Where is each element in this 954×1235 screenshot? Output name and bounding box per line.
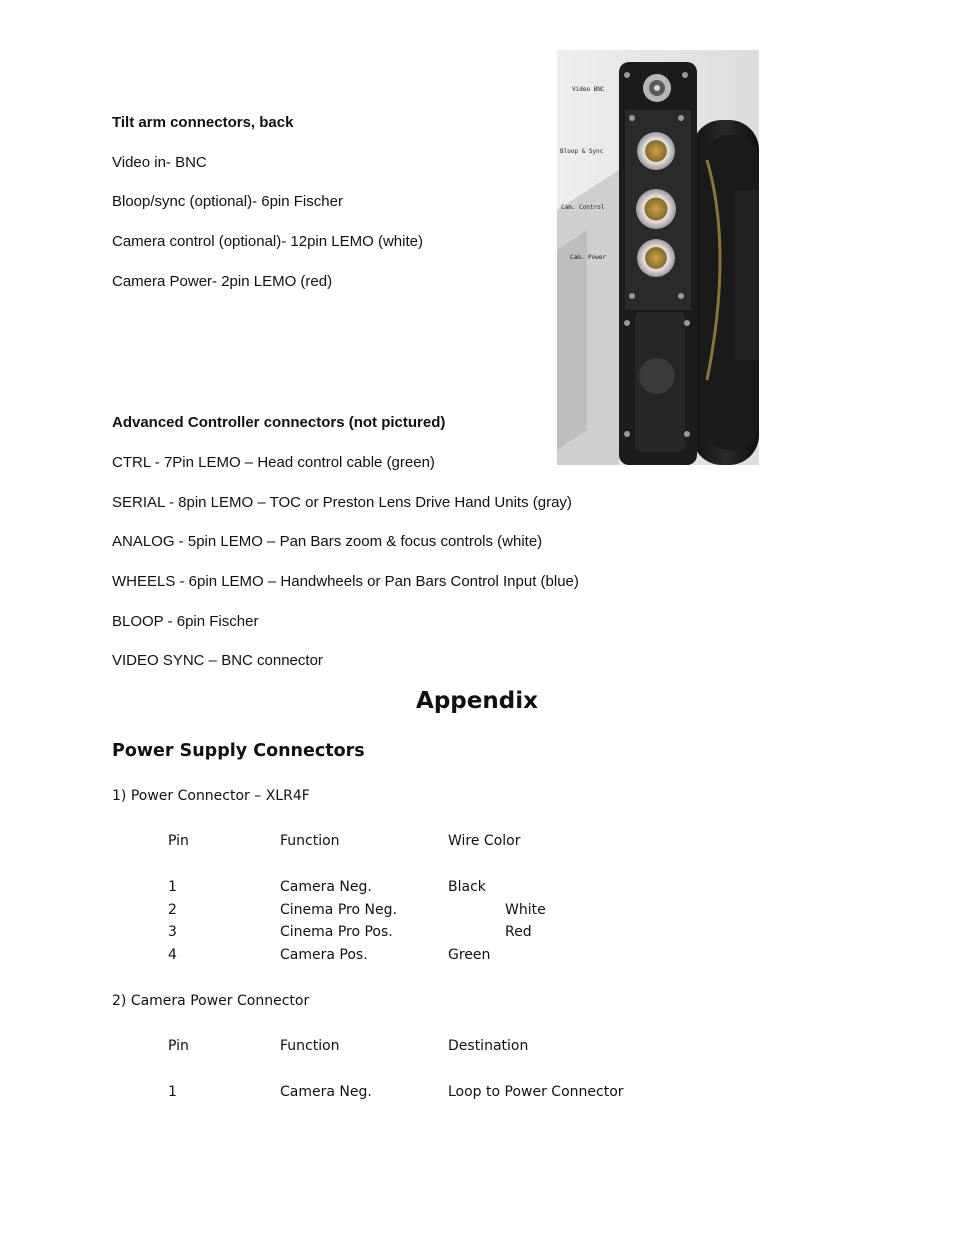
pc-row1-color: Black — [448, 879, 486, 895]
cpc-row1-function: Camera Neg. — [280, 1084, 372, 1100]
pc-header-pin: Pin — [168, 833, 189, 849]
cpc-header-pin: Pin — [168, 1038, 189, 1054]
advanced-item-video-sync: VIDEO SYNC – BNC connector — [112, 652, 323, 669]
appendix-title: Appendix — [416, 688, 538, 714]
advanced-item-analog: ANALOG - 5pin LEMO – Pan Bars zoom & focus controls (white) — [112, 533, 543, 550]
power-supply-connectors-heading: Power Supply Connectors — [112, 741, 365, 761]
tilt-item-video: Video in- BNC — [112, 154, 207, 171]
tilt-item-camera-control: Camera control (optional)- 12pin LEMO (white) — [112, 233, 423, 250]
pc-row4-color: Green — [448, 947, 491, 963]
advanced-item-wheels: WHEELS - 6pin LEMO – Handwheels or Pan Bars Control Input (blue) — [112, 573, 579, 590]
tilt-arm-heading: Tilt arm connectors, back — [112, 114, 294, 131]
cpc-row1-pin: 1 — [168, 1084, 177, 1100]
tilt-arm-connectors-photo — [557, 50, 759, 465]
advanced-item-bloop: BLOOP - 6pin Fischer — [112, 613, 259, 630]
cpc-header-destination: Destination — [448, 1038, 529, 1054]
pc-row3-color: Red — [505, 924, 532, 940]
pc-row2-function: Cinema Pro Neg. — [280, 902, 397, 918]
tilt-item-bloop: Bloop/sync (optional)- 6pin Fischer — [112, 193, 343, 210]
pc-row3-function: Cinema Pro Pos. — [280, 924, 393, 940]
pc-row2-pin: 2 — [168, 902, 177, 918]
advanced-controller-heading: Advanced Controller connectors (not pictured) — [112, 414, 446, 431]
pc-row3-pin: 3 — [168, 924, 177, 940]
power-connector-heading: 1) Power Connector – XLR4F — [112, 788, 310, 804]
photo-label-cam-power: Cam. Power — [570, 254, 607, 261]
photo-label-cam-control: Cam. Control — [561, 204, 605, 211]
cpc-header-function: Function — [280, 1038, 340, 1054]
cpc-row1-destination: Loop to Power Connector — [448, 1084, 624, 1100]
pc-header-wire-color: Wire Color — [448, 833, 521, 849]
tilt-item-camera-power: Camera Power- 2pin LEMO (red) — [112, 273, 333, 290]
pc-header-function: Function — [280, 833, 340, 849]
camera-power-connector-heading: 2) Camera Power Connector — [112, 993, 310, 1009]
photo-label-bloop: Bloop & Sync — [560, 148, 604, 155]
advanced-item-ctrl: CTRL - 7Pin LEMO – Head control cable (green) — [112, 454, 435, 471]
pc-row1-pin: 1 — [168, 879, 177, 895]
advanced-item-serial: SERIAL - 8pin LEMO – TOC or Preston Lens Drive Hand Units (gray) — [112, 494, 572, 511]
pc-row4-function: Camera Pos. — [280, 947, 368, 963]
pc-row4-pin: 4 — [168, 947, 177, 963]
pc-row2-color: White — [505, 902, 546, 918]
photo-label-video: Video BNC — [572, 86, 605, 93]
pc-row1-function: Camera Neg. — [280, 879, 372, 895]
